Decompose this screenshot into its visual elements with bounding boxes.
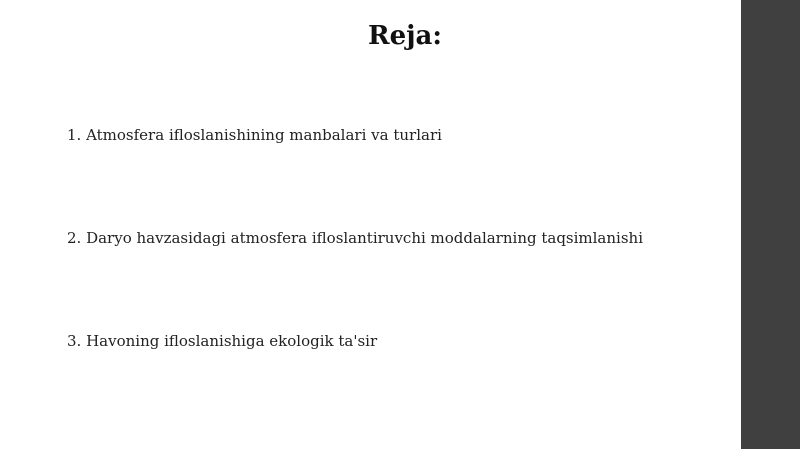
plan-item-3: 3. Havoning ifloslanishiga ekologik ta'sir <box>67 332 378 350</box>
plan-item-2: 2. Daryo havzasidagi atmosfera ifloslantiruvchi moddalarning taqsimlanishi <box>67 229 643 247</box>
plan-item-1: 1. Atmosfera ifloslanishining manbalari va turlari <box>67 126 442 144</box>
slide-title: Reja: <box>367 21 442 51</box>
side-panel <box>741 0 800 449</box>
